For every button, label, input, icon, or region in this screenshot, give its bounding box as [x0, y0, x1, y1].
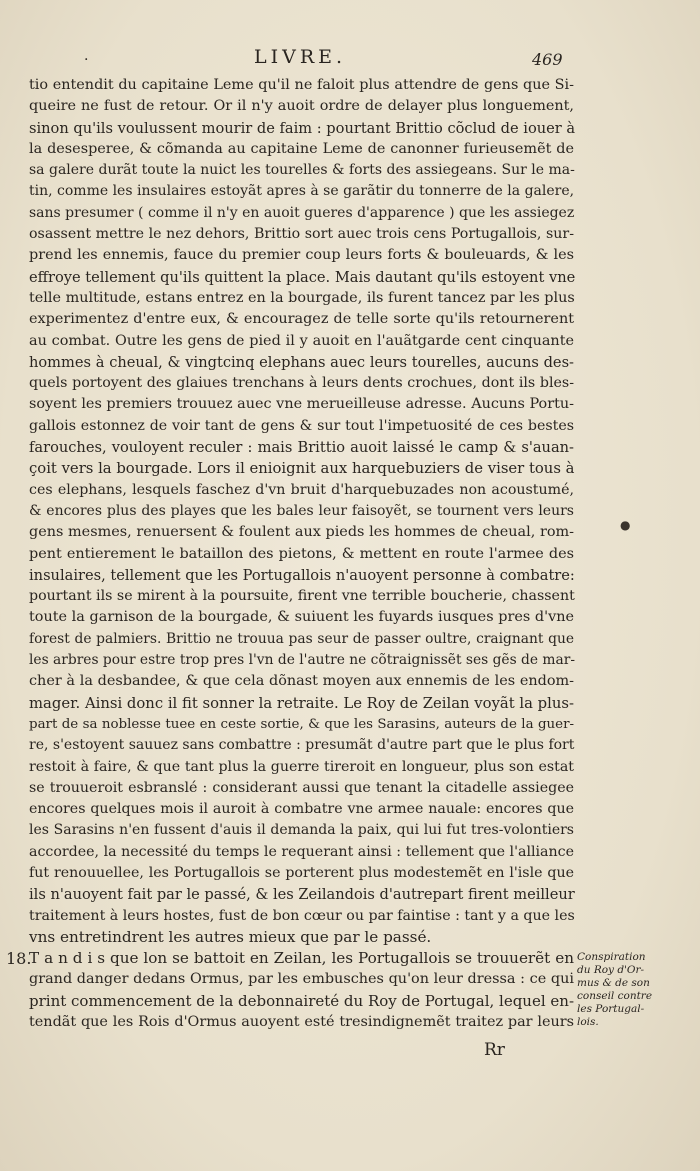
- text-line: hommes à cheual, & vingtcinq elephans auec leurs tourelles, aucuns des-: [29, 353, 574, 371]
- body-text: [29, 75, 574, 1033]
- section-number: 18.: [6, 949, 32, 968]
- text-line: encores quelques mois il auroit à combatre vne armee nauale: encores que: [29, 801, 574, 818]
- text-line: part de sa noblesse tuee en ceste sortie, & que les Sarasins, auteurs de la guer-: [29, 716, 574, 732]
- signature-mark: Rr: [484, 1040, 505, 1060]
- text-line: re, s'estoyent sauuez sans combattre : presumãt d'autre part que le plus fort: [29, 737, 575, 754]
- text-line: prend les ennemis, fauce du premier coup leurs forts & bouleuards, & les: [29, 247, 574, 264]
- text-line: fut renouuellee, les Portugallois se porterent plus modestemẽt en l'isle que: [29, 864, 574, 881]
- text-line: vns entretindrent les autres mieux que par le passé.: [29, 927, 432, 946]
- text-line: au combat. Outre les gens de pied il y auoit en l'auãtgarde cent cinquante: [29, 332, 574, 349]
- text-line: experimentez d'entre eux, & encouragez de telle sorte qu'ils retournerent: [29, 311, 574, 328]
- text-line: quels portoyent des glaiues trenchans à leurs dents crochues, dont ils bles-: [29, 375, 574, 392]
- page-number: 469: [532, 50, 563, 69]
- text-line: forest de palmiers. Brittio ne trouua pas seur de passer oultre, craignant que: [29, 630, 574, 647]
- marginal-note-line: les Portugal-: [577, 1003, 645, 1015]
- marginal-note: [577, 951, 689, 1029]
- text-line: ces elephans, lesquels faschez d'vn bruit d'harquebuzades non acoustumé,: [29, 481, 574, 498]
- text-line: gens mesmes, renuersent & foulent aux pieds les hommes de cheual, rom-: [29, 524, 574, 541]
- text-line: traitement à leurs hostes, fust de bon cœur ou par faintise : tant y a que les: [29, 907, 575, 924]
- text-line: grand danger dedans Ormus, par les embusches qu'on leur dressa : ce qui: [29, 971, 574, 988]
- marginal-note-line: conseil contre: [577, 990, 653, 1002]
- text-line: gallois estonnez de voir tant de gens & sur tout l'impetuosité de ces bestes: [29, 417, 574, 434]
- text-line: print commencement de la debonnaireté du Roy de Portugal, lequel en-: [29, 991, 575, 1010]
- text-line: çoit vers la bourgade. Lors il enioignit aux harquebuziers de viser tous à: [29, 460, 575, 478]
- text-line: les Sarasins n'en fussent d'auis il demanda la paix, qui lui fut tres-volontiers: [29, 822, 574, 839]
- text-line: accordee, la necessité du temps le requerant ainsi : tellement que l'alliance: [29, 843, 574, 860]
- text-line: les arbres pour estre trop pres l'vn de l'autre ne cõtraignissẽt ses gẽs de mar-: [29, 652, 576, 669]
- text-line: sinon qu'ils voulussent mourir de faim : pourtant Brittio cõclud de iouer à: [29, 119, 576, 137]
- text-line: osassent mettre le nez dehors, Brittio sort auec trois cens Portugallois, sur-: [29, 226, 574, 243]
- header-dot: .: [84, 48, 89, 64]
- text-line: tin, comme les insulaires estoyãt apres à se garãtir du tonnerre de la galere,: [29, 183, 575, 200]
- text-line: la desesperee, & cõmanda au capitaine Leme de canonner furieusemẽt de: [29, 140, 574, 157]
- marginal-note-line: du Roy d'Or-: [577, 964, 645, 976]
- text-line: & encores plus des playes que les bales leur faisoyẽt, se tournent vers leurs: [29, 502, 574, 519]
- text-line: queire ne fust de retour. Or il n'y auoit ordre de delayer plus longuement,: [29, 98, 574, 115]
- text-line: sans presumer ( comme il n'y en auoit gueres d'apparence ) que les assiegez: [29, 204, 575, 221]
- text-line: pent entierement le bataillon des pietons, & mettent en route l'armee des: [29, 545, 574, 562]
- marginal-note-line: Conspiration: [577, 951, 646, 963]
- text-line: insulaires, tellement que les Portugallois n'auoyent personne à combatre:: [29, 566, 575, 584]
- text-line: ils n'auoyent fait par le passé, & les Zeilandois d'autrepart firent meilleur: [29, 886, 575, 904]
- running-head: LIVRE.: [253, 46, 347, 68]
- text-line: mager. Ainsi donc il fit sonner la retraite. Le Roy de Zeilan voyãt la plus-: [29, 694, 574, 712]
- text-line: restoit à faire, & que tant plus la guerre tireroit en longueur, plus son estat: [29, 758, 574, 775]
- text-line: tendãt que les Rois d'Ormus auoyent esté tresindignemẽt traitez par leurs: [29, 1014, 574, 1031]
- text-line: pourtant ils se mirent à la poursuite, firent vne terrible boucherie, chassent: [29, 588, 575, 605]
- text-line: sa galere durãt toute la nuict les tourelles & forts des assiegeans. Sur le ma-: [29, 162, 575, 179]
- text-line: se trouueroit esbranslé : considerant aussi que tenant la citadelle assiegee: [29, 779, 574, 796]
- text-line: soyent les premiers trouuez auec vne merueilleuse adresse. Aucuns Portu-: [29, 396, 574, 413]
- text-line: cher à la desbandee, & que cela dõnast moyen aux ennemis de les endom-: [29, 673, 574, 690]
- text-line: toute la garnison de la bourgade, & suiuent les fuyards iusques pres d'vne: [29, 609, 574, 626]
- text-line: tio entendit du capitaine Leme qu'il ne faloit plus attendre de gens que Si-: [29, 77, 574, 93]
- marginal-note-line: lois.: [577, 1016, 599, 1028]
- ink-speck: ●: [620, 518, 631, 532]
- text-line: farouches, vouloyent reculer : mais Brittio auoit laissé le camp & s'auan-: [29, 439, 574, 457]
- text-line: telle multitude, estans entrez en la bourgade, ils furent tancez par les plus: [29, 289, 575, 306]
- text-line: effroye tellement qu'ils quittent la place. Mais dautant qu'ils estoyent vne: [29, 268, 576, 286]
- text-line: T a n d i s que lon se battoit en Zeilan, les Portugallois se trouuerẽt en: [29, 949, 574, 968]
- marginal-note-line: mus & de son: [577, 977, 650, 989]
